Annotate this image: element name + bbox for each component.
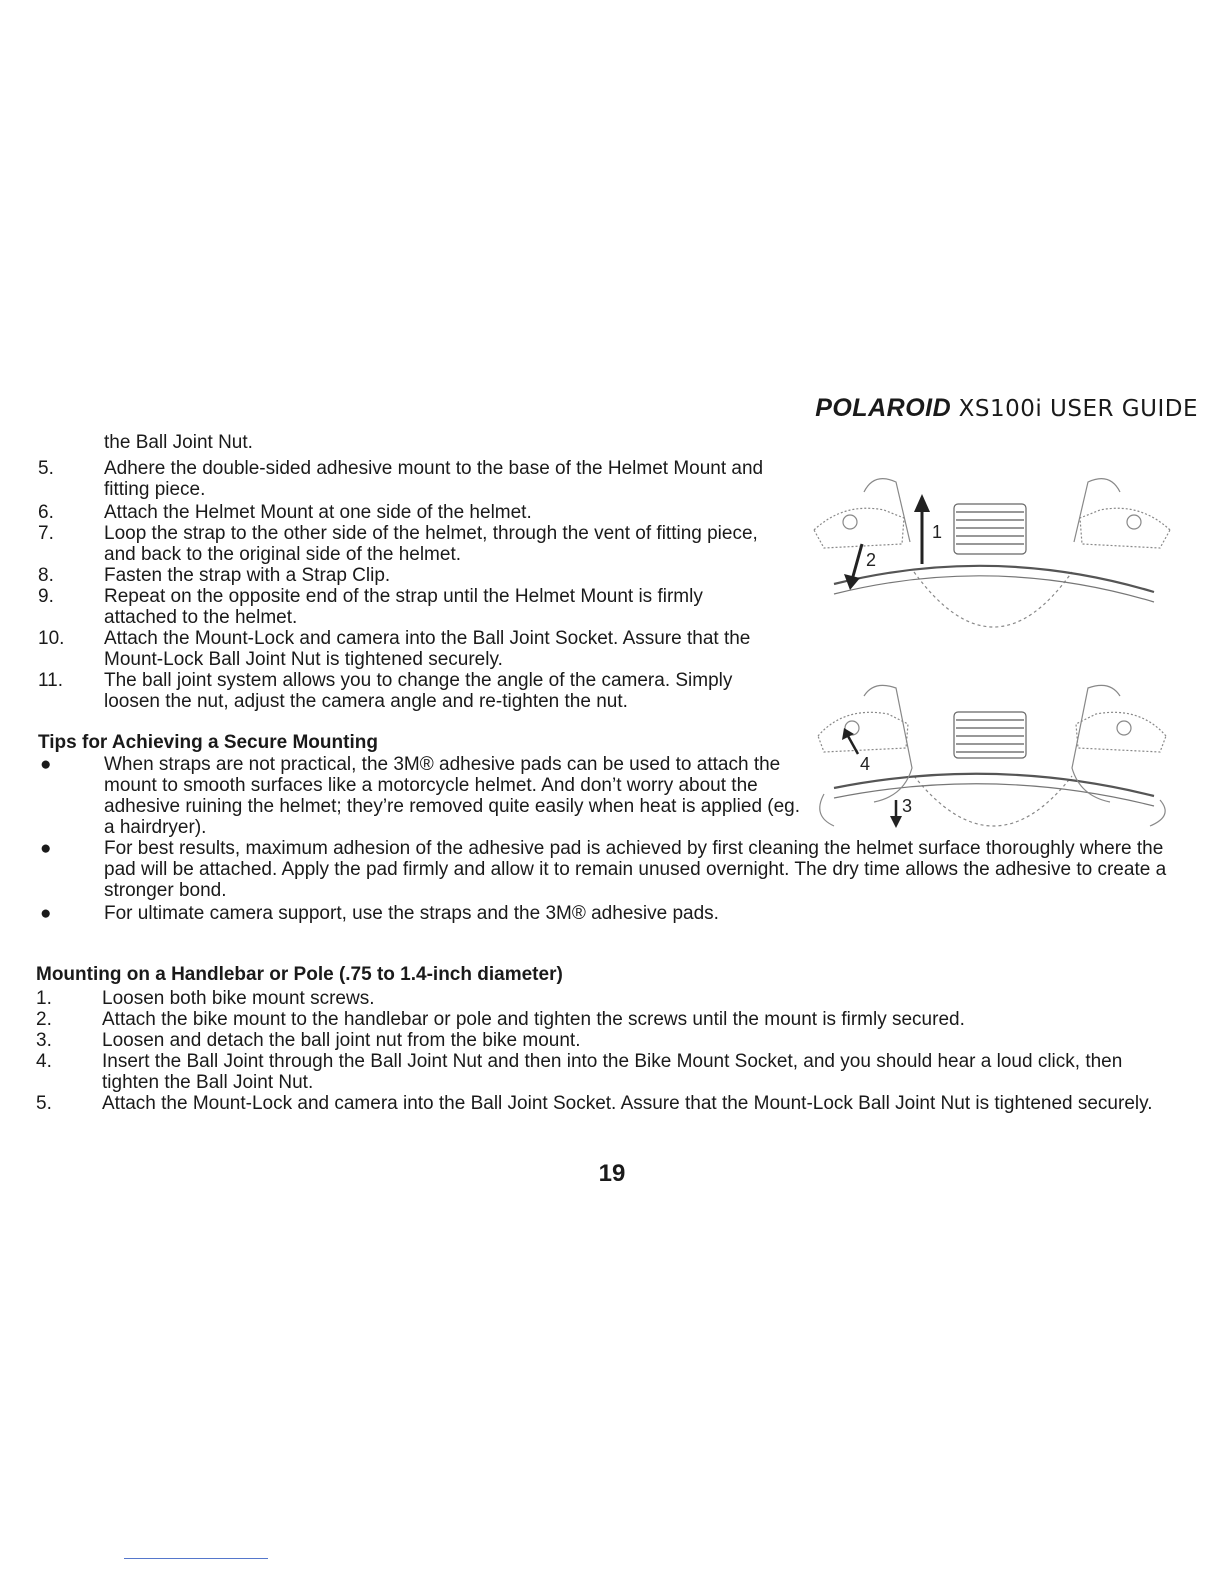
brand-name: POLAROID (815, 394, 952, 422)
tips-heading: Tips for Achieving a Secure Mounting (38, 732, 378, 753)
list-item: 3. Loosen and detach the ball joint nut from the bike mount. (36, 1030, 581, 1051)
list-item: 9. Repeat on the opposite end of the strap until the Helmet Mount is firmly attached to the helmet. (38, 586, 703, 628)
page-header (815, 394, 1198, 423)
handlebar-steps-list (36, 988, 1176, 1114)
bullet-icon: ● (40, 754, 52, 775)
arrow-label-4: 4 (860, 754, 871, 774)
guide-title: XS100i USER GUIDE (958, 396, 1198, 422)
footer-divider (124, 1558, 268, 1559)
page-number: 19 (598, 1160, 626, 1187)
arrow-label-3: 3 (902, 796, 913, 816)
list-item: 1. Loosen both bike mount screws. (36, 988, 375, 1009)
list-item: 6. Attach the Helmet Mount at one side of the helmet. (38, 502, 532, 523)
list-item: 10. Attach the Mount-Lock and camera into the Ball Joint Socket. Assure that the Mount-Lock Ball Joint Nut is tightened securely. (38, 628, 751, 670)
helmet-mount-illustration-bottom (804, 676, 1180, 876)
list-item: 5. Adhere the double-sided adhesive mount to the base of the Helmet Mount and fitting piece. (38, 458, 764, 500)
list-item: 2. Attach the bike mount to the handlebar or pole and tighten the screws until the mount is firmly secured. (36, 1009, 965, 1030)
list-item: 7. Loop the strap to the other side of the helmet, through the vent of fitting piece, and back to the original side of the helmet. (38, 523, 758, 565)
list-item: ● When straps are not practical, the 3M® adhesive pads can be used to attach the mount to smooth surfaces like a motorcycle helmet. And don’t worry about the adhesive ruining the helmet; they’re removed quite easily when heat is applied (eg. a hairdryer). (40, 754, 801, 838)
bullet-icon: ● (40, 903, 52, 924)
tips-list (38, 754, 801, 838)
list-item: 4. Insert the Ball Joint through the Ball Joint Nut and then into the Bike Mount Socket, and you should hear a loud click, then tighten the Ball Joint Nut. (36, 1051, 1123, 1093)
helmet-mount-illustration-top (804, 452, 1180, 652)
list-item: ● For best results, maximum adhesion of the adhesive pad is achieved by first cleaning the helmet surface thoroughly where the pad will be attached. Apply the pad firmly and allow it to remain unused overnight. The dry time allows the adhesive to create a stronger bond. (40, 838, 1167, 901)
list-item: 8. Fasten the strap with a Strap Clip. (38, 565, 391, 586)
handlebar-heading: Mounting on a Handlebar or Pole (.75 to 1.4-inch diameter) (36, 964, 563, 985)
continuation-text: the Ball Joint Nut. (104, 432, 253, 453)
list-item: ● For ultimate camera support, use the straps and the 3M® adhesive pads. (40, 903, 719, 924)
list-item: 5. Attach the Mount-Lock and camera into the Ball Joint Socket. Assure that the Mount-Lock Ball Joint Nut is tightened securely. (36, 1093, 1153, 1114)
list-item: 11. The ball joint system allows you to change the angle of the camera. Simply loosen the nut, adjust the camera angle and re-tighten the nut. (38, 670, 733, 712)
arrow-label-1: 1 (932, 522, 943, 542)
helmet-steps-list (38, 458, 778, 712)
arrow-label-2: 2 (866, 550, 877, 570)
bullet-icon: ● (40, 838, 52, 859)
